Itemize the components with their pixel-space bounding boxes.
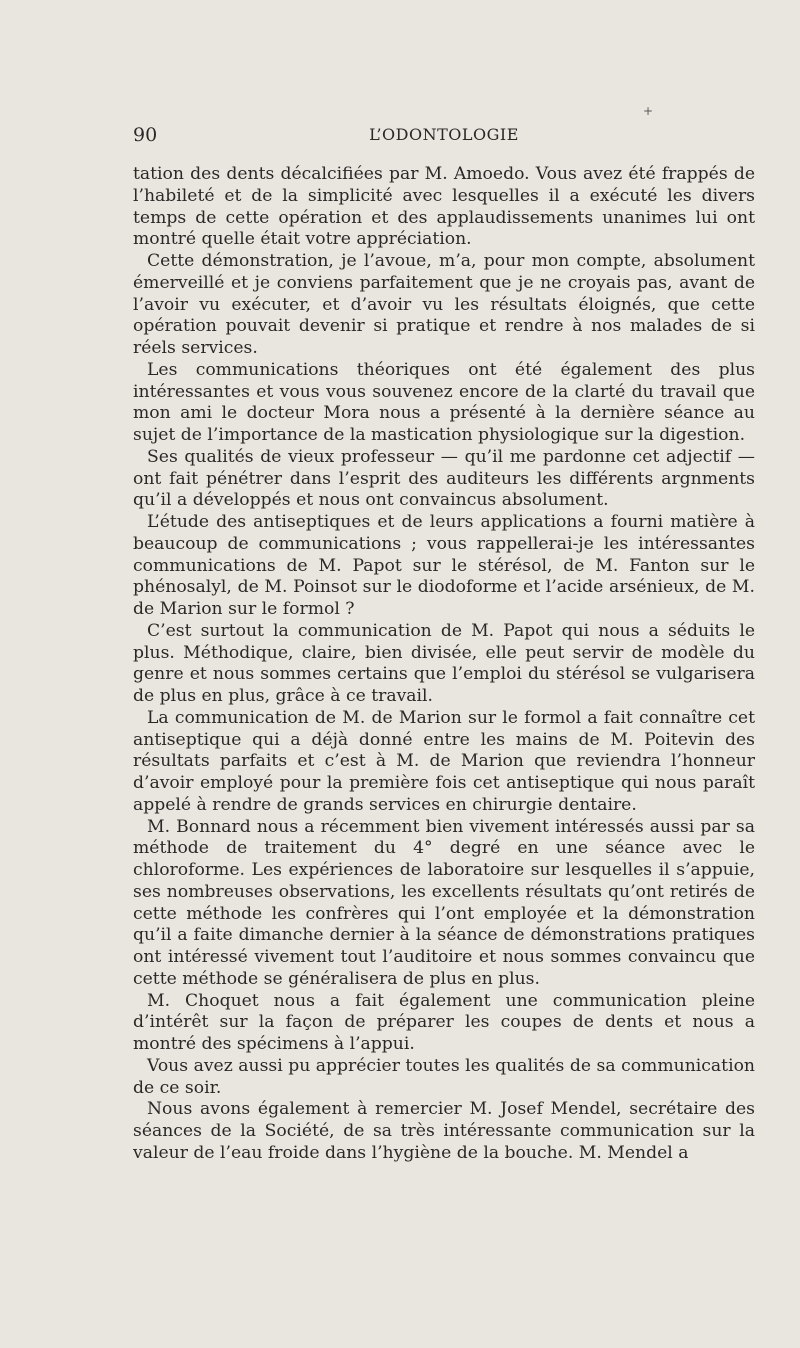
paragraph: M. Bonnard nous a récemment bien vivement intéressés aussi par sa méthode de traitement du 4° degré en une séance avec le chloroforme. Les expériences de laboratoire sur lesquelles il s’appuie, ses nombreuses observations, les excellents résultats qu’ont retirés de cette méthode les confrères qui l’ont employée et la démonstration qu’il a faite dimanche dernier à la séance de démonstrations pratiques ont intéressé vivement tout l’auditoire et nous sommes convaincu que cette méthode se généralisera de plus en plus. (133, 816, 755, 989)
paragraph: Les communications théoriques ont été également des plus intéressantes et vous vous souvenez encore de la clarté du travail que mon ami le docteur Mora nous a présenté à la dernière séance au sujet de l’importance de la mastication physiologique sur la digestion. (133, 359, 755, 445)
body-text (133, 164, 755, 1165)
running-head (133, 124, 755, 148)
printer-mark: + (643, 104, 654, 118)
running-title: L’ODONTOLOGIE (369, 125, 519, 144)
paragraph: M. Choquet nous a fait également une communication pleine d’intérêt sur la façon de préparer les coupes de dents et nous a montré des spécimens à l’appui. (133, 990, 755, 1054)
paragraph: Cette démonstration, je l’avoue, m’a, pour mon compte, absolument émerveillé et je conviens parfaitement que je ne croyais pas, avant de l’avoir vu exécuter, et d’avoir vu les résultats éloignés, que cette opération pouvait devenir si pratique et rendre à nos malades de si réels services. (133, 251, 755, 358)
paragraph: C’est surtout la communication de M. Papot qui nous a séduits le plus. Méthodique, claire, bien divisée, elle peut servir de modèle du genre et nous sommes certains que l’emploi du stérésol se vulgarisera de plus en plus, grâce à ce travail. (133, 620, 755, 706)
paragraph: tation des dents décalcifiées par M. Amoedo. Vous avez été frappés de l’habileté et de la simplicité avec lesquelles il a exécuté les divers temps de cette opération et des applaudissements unanimes lui ont montré quelle était votre appréciation. (133, 164, 755, 250)
page-number: 90 (133, 124, 158, 146)
paragraph: Nous avons également à remercier M. Josef Mendel, secrétaire des séances de la Société, de sa très intéressante communication sur la valeur de l’eau froide dans l’hygiène de la bouche. M. Mendel a (133, 1099, 755, 1163)
paragraph: L’étude des antiseptiques et de leurs applications a fourni matière à beaucoup de communications ; vous rappellerai-je les intéressantes communications de M. Papot sur le stérésol, de M. Fanton sur le phénosalyl, de M. Poinsot sur le diodoforme et l’acide arsénieux, de M. de Marion sur le formol ? (133, 512, 755, 619)
paragraph: La communication de M. de Marion sur le formol a fait connaître cet antiseptique qui a déjà donné entre les mains de M. Poitevin des résultats parfaits et c’est à M. de Marion que reviendra l’honneur d’avoir employé pour la première fois cet antiseptique qui nous paraît appelé à rendre de grands services en chirurgie dentaire. (133, 707, 755, 815)
paragraph: Ses qualités de vieux professeur — qu’il me pardonne cet adjectif — ont fait pénétrer dans l’esprit des auditeurs les différents argnments qu’il a développés et nous ont convaincus absolument. (133, 446, 755, 511)
paragraph: Vous avez aussi pu apprécier toutes les qualités de sa communication de ce soir. (133, 1055, 755, 1098)
